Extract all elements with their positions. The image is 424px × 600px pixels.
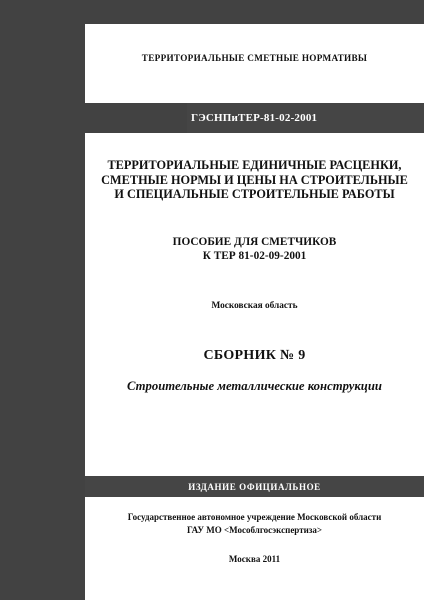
document-code: ГЭСНПиТЕР-81-02-2001	[187, 103, 424, 133]
main-title	[85, 158, 424, 202]
publisher-line: ГАУ МО <Мособлгосэкспертиза>	[186, 524, 323, 535]
code-band	[85, 103, 424, 133]
collection-number: СБОРНИК № 9	[203, 348, 306, 363]
edition-label: ИЗДАНИЕ ОФИЦИАЛЬНОЕ	[85, 476, 424, 497]
collection-subject: Строительные металлические конструкции	[127, 379, 382, 393]
aid-title	[85, 236, 424, 263]
aid-title-line: ПОСОБИЕ ДЛЯ СМЕТЧИКОВ	[172, 236, 337, 248]
publisher-line: Государственное автономное учреждение Московской области	[127, 512, 382, 522]
region-label: Московская область	[211, 301, 298, 311]
aid-title-line: К ТЕР 81-02-09-2001	[202, 249, 307, 262]
main-title-line: СМЕТНЫЕ НОРМЫ И ЦЕНЫ НА СТРОИТЕЛЬНЫЕ	[101, 172, 408, 187]
series-title: ТЕРРИТОРИАЛЬНЫЕ СМЕТНЫЕ НОРМАТИВЫ	[141, 53, 368, 63]
main-title-line: И СПЕЦИАЛЬНЫЕ СТРОИТЕЛЬНЫЕ РАБОТЫ	[114, 187, 395, 201]
place-year: Москва 2011	[228, 554, 281, 564]
main-title-line: ТЕРРИТОРИАЛЬНЫЕ ЕДИНИЧНЫЕ РАСЦЕНКИ,	[107, 158, 402, 172]
left-frame-bar	[0, 0, 85, 600]
edition-band	[85, 476, 424, 497]
publisher	[85, 511, 424, 536]
